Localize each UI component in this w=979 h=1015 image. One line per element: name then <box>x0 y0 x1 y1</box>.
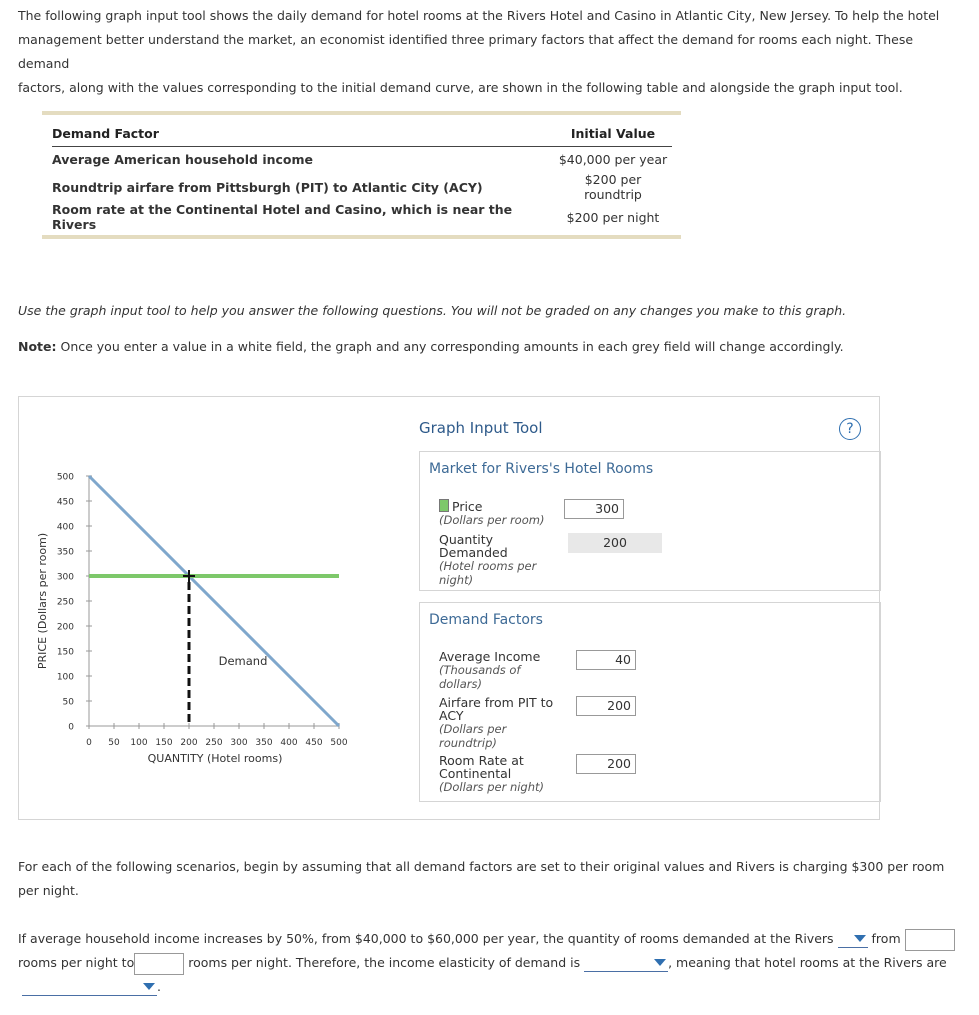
airfare-label-group <box>439 696 553 750</box>
intro-line-1: The following graph input tool shows the daily demand for hotel rooms at the Rivers Hotel and Casino in Atlantic City, New Jersey. To help the hotel <box>18 8 940 23</box>
question-text-1: If average household income increases by 50%, from $40,000 to $60,000 per year, the quantity of rooms demanded at the Rivers <box>18 931 834 946</box>
factor-cell: Roundtrip airfare from Pittsburgh (PIT) to Atlantic City (ACY) <box>52 179 483 195</box>
y-axis-label: PRICE (Dollars per room) <box>36 532 49 670</box>
question-text-3: rooms per night to <box>18 955 135 970</box>
income-label-group <box>439 650 540 691</box>
demand-chart[interactable] <box>19 397 419 797</box>
elasticity-value-dropdown[interactable] <box>584 955 668 972</box>
tool-instructions: Use the graph input tool to help you answer the following questions. You will not be graded on any changes you make to this graph. <box>18 303 847 318</box>
quantity-label-2: Demanded <box>439 545 508 560</box>
income-label: Average Income <box>439 649 541 664</box>
x-tick-label: 100 <box>130 738 148 748</box>
good-type-dropdown[interactable] <box>22 979 157 996</box>
x-tick-label: 0 <box>86 738 92 748</box>
airfare-label-1: Airfare from PIT to <box>439 695 554 710</box>
y-tick-label: 200 <box>56 622 74 633</box>
note-label: Note: <box>18 339 57 354</box>
y-tick-label: 150 <box>56 647 74 658</box>
market-panel-title: Market for Rivers's Hotel Rooms <box>429 461 654 477</box>
room-rate-label-group <box>439 754 544 794</box>
question-line-2 <box>18 951 947 975</box>
note-line <box>18 335 844 359</box>
room-rate-input[interactable]: 200 <box>576 754 636 774</box>
question-line-1 <box>18 927 955 951</box>
table-row <box>52 172 672 202</box>
help-icon[interactable]: ? <box>839 418 861 440</box>
income-input[interactable]: 40 <box>576 650 636 670</box>
y-tick-label: 100 <box>56 672 74 683</box>
dropdown-arrow-icon <box>654 959 666 966</box>
x-axis-label: QUANTITY (Hotel rooms) <box>147 752 283 765</box>
table-header-value: Initial Value <box>554 121 672 147</box>
question-text-2: from <box>871 931 901 946</box>
value-cell: $200 per night <box>566 209 660 225</box>
x-tick-label: 450 <box>305 738 323 748</box>
intro-paragraph <box>18 4 958 100</box>
room-rate-label-2: Continental <box>439 766 512 781</box>
demand-curve-label: Demand <box>218 654 268 668</box>
quantity-label-1: Quantity <box>439 532 494 547</box>
airfare-unit-1: (Dollars per <box>439 722 507 736</box>
y-tick-label: 50 <box>62 697 74 708</box>
dropdown-arrow-icon <box>854 935 866 942</box>
question-text-5: , meaning that hotel rooms at the Rivers are <box>668 955 947 970</box>
airfare-input[interactable]: 200 <box>576 696 636 716</box>
airfare-label-2: ACY <box>439 708 464 723</box>
y-tick-label: 0 <box>68 722 74 733</box>
price-legend-icon <box>439 499 449 512</box>
x-tick-label: 500 <box>330 738 348 748</box>
table-row <box>52 147 672 173</box>
x-tick-label: 200 <box>180 738 198 748</box>
value-cell: $200 per roundtrip <box>584 172 642 202</box>
demand-factors-title: Demand Factors <box>429 612 543 628</box>
y-tick-label: 500 <box>56 472 74 483</box>
price-unit: (Dollars per room) <box>439 513 545 527</box>
question-line-3 <box>22 975 161 999</box>
income-unit-1: (Thousands of <box>439 663 521 677</box>
dropdown-arrow-icon <box>143 983 155 990</box>
quantity-demanded-value: 200 <box>568 533 662 553</box>
to-quantity-input[interactable] <box>134 953 184 975</box>
y-tick-label: 300 <box>56 572 74 583</box>
room-rate-unit: (Dollars per night) <box>439 780 545 794</box>
room-rate-label-1: Room Rate at <box>439 753 524 768</box>
table-header-factor: Demand Factor <box>52 121 554 147</box>
y-tick-label: 400 <box>56 522 74 533</box>
from-quantity-input[interactable] <box>905 929 955 951</box>
quantity-label-group <box>439 533 536 587</box>
scenario-line-1: For each of the following scenarios, begin by assuming that all demand factors are set to their original values and Rivers is charging $300 per room <box>18 859 945 874</box>
price-label: Price <box>452 499 483 514</box>
note-text: Once you enter a value in a white field, the graph and any corresponding amounts in each grey field will change accordingly. <box>56 339 844 354</box>
question-text-4: rooms per night. Therefore, the income elasticity of demand is <box>188 955 581 970</box>
table-row <box>52 202 672 232</box>
quantity-unit-2: night) <box>439 573 474 587</box>
x-tick-label: 400 <box>280 738 298 748</box>
price-label-group <box>439 499 544 527</box>
price-input[interactable]: 300 <box>564 499 624 519</box>
demand-curve <box>89 476 339 726</box>
y-tick-label: 450 <box>56 497 74 508</box>
y-tick-label: 350 <box>56 547 74 558</box>
quantity-unit-1: (Hotel rooms per <box>439 559 537 573</box>
graph-input-tool <box>18 396 880 820</box>
market-panel <box>419 451 881 591</box>
intro-line-3: factors, along with the values corresponding to the initial demand curve, are shown in the following table and alongside the graph input tool. <box>18 80 903 95</box>
airfare-unit-2: roundtrip) <box>439 736 497 750</box>
x-tick-label: 350 <box>255 738 273 748</box>
intro-line-2: management better understand the market, an economist identified three primary factors that affect the demand for rooms each night. These demand <box>18 32 914 71</box>
y-tick-label: 250 <box>56 597 74 608</box>
demand-factor-table <box>42 111 681 239</box>
factor-cell: Room rate at the Continental Hotel and Casino, which is near the Rivers <box>52 202 513 232</box>
factor-cell: Average American household income <box>52 152 314 167</box>
demand-factors-panel <box>419 602 881 802</box>
scenario-line-2: per night. <box>18 883 79 898</box>
income-unit-2: dollars) <box>439 677 482 691</box>
value-cell: $40,000 per year <box>558 152 668 167</box>
x-tick-label: 250 <box>205 738 223 748</box>
direction-dropdown[interactable] <box>838 931 868 948</box>
tool-title: Graph Input Tool <box>419 419 543 437</box>
x-tick-label: 150 <box>155 738 173 748</box>
x-tick-label: 50 <box>108 738 120 748</box>
scenario-paragraph <box>18 855 958 903</box>
question-end: . <box>157 979 161 994</box>
x-tick-label: 300 <box>230 738 248 748</box>
